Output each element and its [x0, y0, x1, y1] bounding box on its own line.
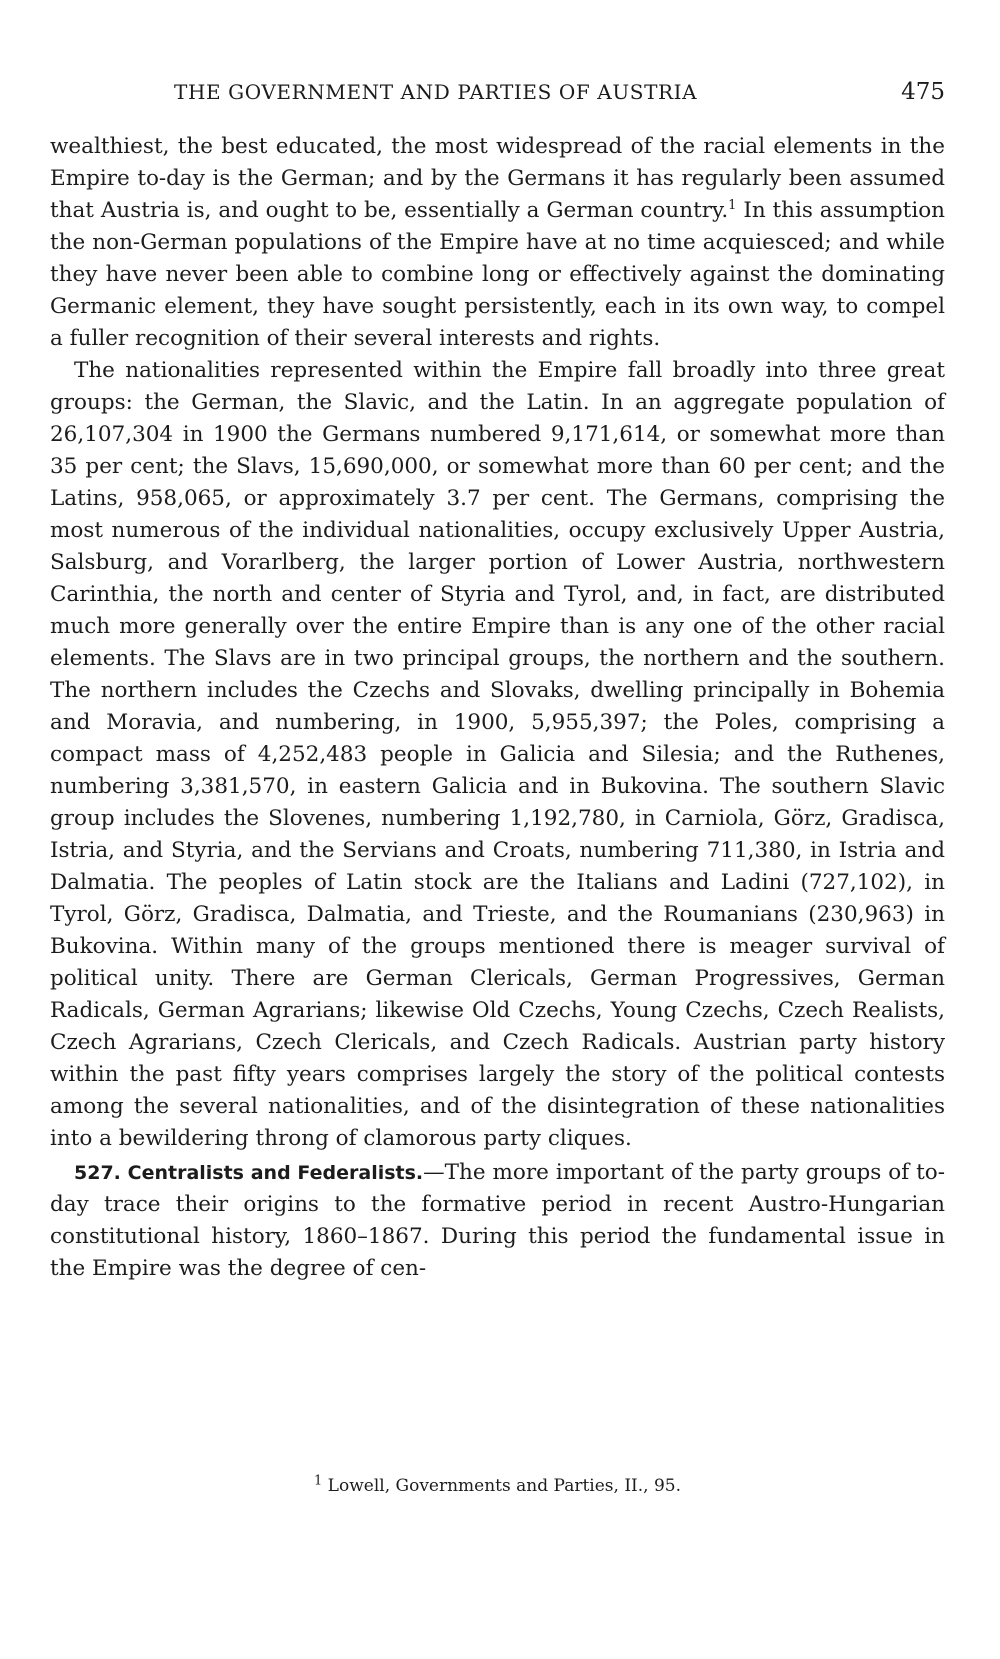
footnote-text: Lowell, Governments and Parties, II., 95. — [322, 1476, 681, 1496]
running-header — [50, 72, 945, 112]
page-number: 475 — [901, 79, 945, 105]
footnote-marker: 1 — [314, 1473, 323, 1489]
paragraph-continuation — [50, 131, 945, 355]
paragraph-text: wealthiest, the best educated, the most widespread of the racial elements in the Empire to-day is the German; and by the Germans it has regularly been assumed that Austria is, and ought to be, essentially a German country. — [50, 134, 945, 223]
section-heading: 527. Centralists and Federalists. — [74, 1162, 424, 1184]
footnote — [50, 1472, 945, 1500]
book-page — [50, 0, 945, 1659]
paragraph-section-527 — [50, 1157, 945, 1285]
body-text — [50, 131, 945, 1285]
paragraph-text: —The more important of the party groups of to-day trace their origins to the formative period in recent Austro-Hungarian constitutional history, 1860–1867. During this period the fundamental issue in the Empire was the degree of cen- — [50, 1160, 945, 1281]
footnote-reference: 1 — [728, 197, 737, 213]
paragraph-nationalities: The nationalities represented within the Empire fall broadly into three great groups: the German, the Slavic, and the Latin. In an aggregate population of 26,107,304 in 1900 the Germans numbered 9,171,614, or somewhat more than 35 per cent; the Slavs, 15,690,000, or somewhat more than 60 per cent; and the Latins, 958,065, or approximately 3.7 per cent. The Germans, comprising the most numerous of the individual nationalities, occupy exclusively Upper Austria, Salsburg, and Vorarlberg, the larger portion of Lower Austria, northwestern Carinthia, the north and center of Styria and Tyrol, and, in fact, are distributed much more generally over the entire Empire than is any one of the other racial elements. The Slavs are in two principal groups, the northern and the southern. The northern includes the Czechs and Slovaks, dwelling principally in Bohemia and Moravia, and numbering, in 1900, 5,955,397; the Poles, comprising a compact mass of 4,252,483 people in Galicia and Silesia; and the Ruthenes, numbering 3,381,570, in eastern Galicia and in Bukovina. The southern Slavic group includes the Slovenes, numbering 1,192,780, in Carniola, Görz, Gradisca, Istria, and Styria, and the Servians and Croats, numbering 711,380, in Istria and Dalmatia. The peoples of Latin stock are the Italians and Ladini (727,102), in Tyrol, Görz, Gradisca, Dalmatia, and Trieste, and the Roumanians (230,963) in Bukovina. Within many of the groups mentioned there is meager survival of political unity. There are German Clericals, German Progressives, German Radicals, German Agrarians; likewise Old Czechs, Young Czechs, Czech Realists, Czech Agrarians, Czech Clericals, and Czech Radicals. Austrian party history within the past fifty years comprises largely the story of the political contests among the several nationalities, and of the disintegration of these nationalities into a bewildering throng of clamorous party cliques. — [50, 358, 945, 1151]
paragraph-text: In this assumption the non-German populations of the Empire have at no time acquiesced; and while they have never been able to combine long or effectively against the dominating Germanic element, they have sought persistently, each in its own way, to compel a fuller recognition of their several interests and rights. — [50, 198, 945, 351]
running-title: THE GOVERNMENT AND PARTIES OF AUSTRIA — [174, 80, 698, 104]
